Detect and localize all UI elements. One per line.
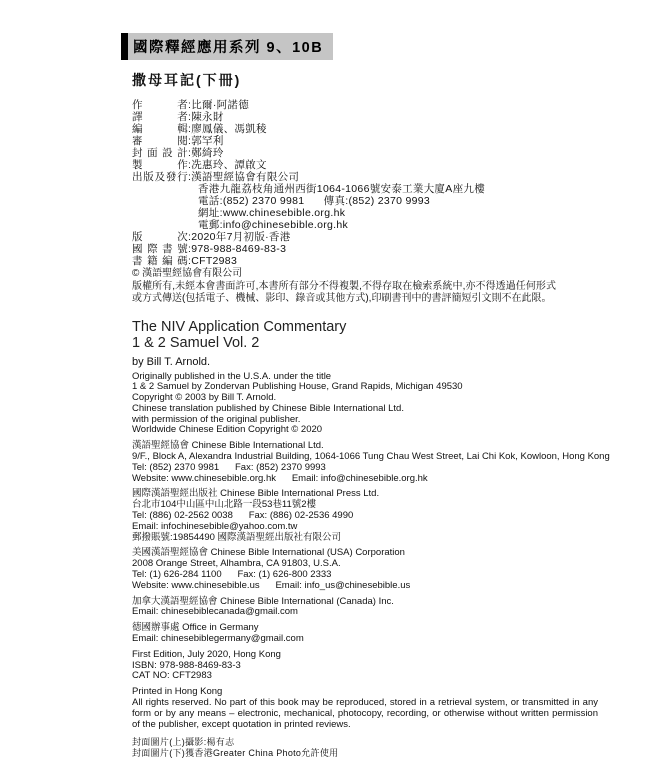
credit-row-publisher [132,171,620,183]
origin-block [132,372,620,437]
credits-block [132,99,620,267]
rights-notice-en: All rights reserved. No part of this book may be reproduced, stored in a retrieval system, or transmitted in any form or by any means – electronic, mechanical, photocopy, recording, or otherwise without written permission of the publisher, except quotation in printed reviews. [132,697,598,730]
office-tel-fax: Tel: (852) 2370 9981 Fax: (852) 2370 9993 [132,461,326,473]
origin-line: 1 & 2 Samuel by Zondervan Publishing House, Grand Rapids, Michigan 49530 [132,381,463,393]
credit-label: 封面設計 [132,147,188,159]
office-germany [132,623,620,645]
office-usa [132,548,620,591]
copyright-notice-zh: 版權所有,未經本會書面許可,本書所有部分不得複製,不得存取在檢索系統中,亦不得透過任何形式或方式傳送(包括電子、機械、影印、錄音或其他方式),印刷書刊中的書評簡短引文則不在此限。 [132,280,556,304]
origin-line: Copyright © 2003 by Bill T. Arnold. [132,392,277,404]
english-title-line2: 1 & 2 Samuel Vol. 2 [132,335,260,351]
credit-label: 出版及發行 [132,171,188,183]
office-name: 國際漢語聖經出版社 Chinese Bible International Press Ltd. [132,488,380,500]
credit-row-isbn [132,243,620,255]
office-hong-kong [132,441,620,484]
office-address: 2008 Orange Street, Alhambra, CA 91803, U.S.A. [132,558,341,570]
origin-line: with permission of the original publisher. [132,413,301,425]
office-name: 加拿大漢語聖經協會 Chinese Bible International (Canada) Inc. [132,595,394,607]
office-email: Email: chinesebiblegermany@gmail.com [132,633,304,645]
credit-row-author [132,99,620,111]
credit-label: 譯者 [132,111,188,123]
office-tel-fax: Tel: (1) 626-284 1100 Fax: (1) 626-800 2333 [132,569,332,581]
series-header [121,33,333,60]
edition-block [132,650,620,682]
publisher-address: 香港九龍荔枝角通州西街1064-1066號安泰工業大廈A座九樓 [198,183,486,195]
office-email: Email: chinesebiblecanada@gmail.com [132,606,298,618]
english-title-line1: The NIV Application Commentary [132,318,347,335]
publisher-email: 電郵:info@chinesebible.org.hk [198,219,349,231]
credit-row-cover-design [132,147,620,159]
office-email: Email: infochinesebible@yahoo.com.tw [132,520,298,532]
printing-block [132,687,620,730]
publisher-phone-fax: 電話:(852) 2370 9981 傳真:(852) 2370 9993 [198,195,431,207]
credit-row-production [132,159,620,171]
copyright-owner: © 漢語聖經協會有限公司 [132,268,243,279]
origin-line: Worldwide Chinese Edition Copyright © 2020 [132,424,323,436]
cover-credits-block [132,737,620,759]
credit-label: 審閱 [132,135,188,147]
english-author: by Bill T. Arnold. [132,355,211,368]
credit-value: :比爾·阿諾德 [188,99,250,111]
office-canada [132,597,620,619]
series-header-bar [121,33,128,60]
credit-row-editor [132,123,620,135]
credit-label: 編輯 [132,123,188,135]
cat-no-line: CAT NO: CFT2983 [132,670,212,682]
office-web-email: Website: www.chinesebible.org.hk Email: info@chinesebible.org.hk [132,472,428,484]
credit-value: :陳永財 [188,111,224,123]
cover-credit-top: 封面圖片(上)攝影:楊有志 [132,737,235,748]
credit-value: :漢語聖經協會有限公司 [188,171,300,183]
office-address: 9/F., Block A, Alexandra Industrial Building, 1064-1066 Tung Chau West Street, Lai Chi Kok, Kowloon, Hong Kong [132,451,610,463]
credit-label: 國際書號 [132,243,188,255]
office-name: 德國辦事處 Office in Germany [132,622,259,634]
origin-line: Chinese translation published by Chinese Bible International Ltd. [132,402,404,414]
isbn-line: ISBN: 978-988-8469-83-3 [132,659,241,671]
credit-label: 製作 [132,159,188,171]
credit-label: 版次 [132,231,188,243]
credit-value: :978-988-8469-83-3 [188,243,287,255]
credit-value: :廖鳳儀、馮凱稜 [188,123,267,135]
credit-label: 書籍編碼 [132,255,188,267]
office-taipei [132,489,620,543]
credit-value: :鄭綺玲 [188,147,224,159]
series-title: 國際釋經應用系列 9、10B [128,33,333,60]
office-address: 台北市104中山區中山北路一段53巷11號2樓 [132,499,317,511]
cover-credit-bottom: 封面圖片(下)獲香港Greater China Photo允許使用 [132,748,339,759]
edition-line: First Edition, July 2020, Hong Kong [132,648,281,660]
credit-value: :郭罕利 [188,135,224,147]
credit-row-edition [132,231,620,243]
book-title: 撒母耳記(下冊) [132,72,242,88]
english-title [132,319,620,352]
credit-value: :CFT2983 [188,255,238,267]
office-web-email: Website: www.chinesebible.us Email: info_us@chinesebible.us [132,579,411,591]
credit-row-reviewer [132,135,620,147]
credit-value: :冼惠玲、譚啟文 [188,159,267,171]
office-postal-account: 郵撥賬號:19854490 國際漢語聖經出版社有限公司 [132,531,342,543]
credit-value: :2020年7月初版·香港 [188,231,291,243]
origin-line: Originally published in the U.S.A. under the title [132,370,332,382]
printed-in-line: Printed in Hong Kong [132,686,223,698]
office-tel-fax: Tel: (886) 02-2562 0038 Fax: (886) 02-2536 4990 [132,510,354,522]
credit-row-cat-no [132,255,620,267]
credit-label: 作者 [132,99,188,111]
publisher-website: 網址:www.chinesebible.org.hk [198,207,346,219]
office-name: 漢語聖經協會 Chinese Bible International Ltd. [132,440,324,452]
office-name: 美國漢語聖經協會 Chinese Bible International (USA) Corporation [132,547,405,559]
credit-row-translator [132,111,620,123]
